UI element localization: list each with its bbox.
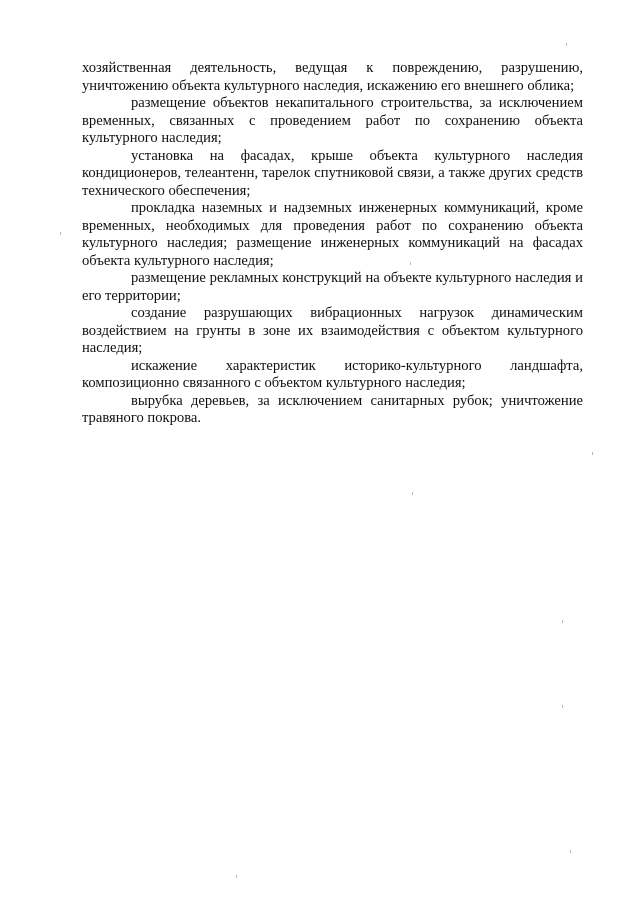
paragraph-8: вырубка деревьев, за исключением санитарных рубок; уничтожение травяного покрова.: [82, 392, 583, 426]
paragraph-3: установка на фасадах, крыше объекта культурного наследия кондиционеров, телеантенн, тарелок спутниковой связи, а также других средств технического обеспечения;: [82, 147, 583, 199]
scan-speck: [562, 620, 563, 623]
scan-speck: [562, 705, 563, 708]
paragraph-7: искажение характеристик историко-культурного ландшафта, композиционно связанного с объектом культурного наследия;: [82, 357, 583, 391]
scan-speck: [236, 875, 237, 878]
paragraph-2: размещение объектов некапитального строительства, за исключением временных, связанных с проведением работ по сохранению объекта культурного наследия;: [82, 95, 583, 146]
paragraph-5: размещение рекламных конструкций на объекте культурного наследия и его территории;: [82, 270, 583, 304]
scan-speck: [570, 850, 571, 853]
scan-speck: [412, 492, 413, 495]
paragraph-6: создание разрушающих вибрационных нагрузок динамическим воздействием на грунты в зоне их взаимодействия с объектом культурного наследия;: [82, 305, 583, 356]
scan-speck: [592, 452, 593, 455]
scan-speck: [566, 43, 567, 46]
scan-speck: [410, 262, 411, 265]
document-body: [82, 60, 583, 428]
paragraph-4: прокладка наземных и надземных инженерных коммуникаций, кроме временных, необходимых для проведения работ по сохранению объекта культурного наследия; размещение инженерных коммуникаций на фасадах объекта культурного наследия;: [82, 200, 583, 269]
paragraph-1: хозяйственная деятельность, ведущая к повреждению, разрушению, уничтожению объекта культурного наследия, искажению его внешнего облика;: [82, 60, 583, 94]
scan-speck: [60, 232, 61, 235]
